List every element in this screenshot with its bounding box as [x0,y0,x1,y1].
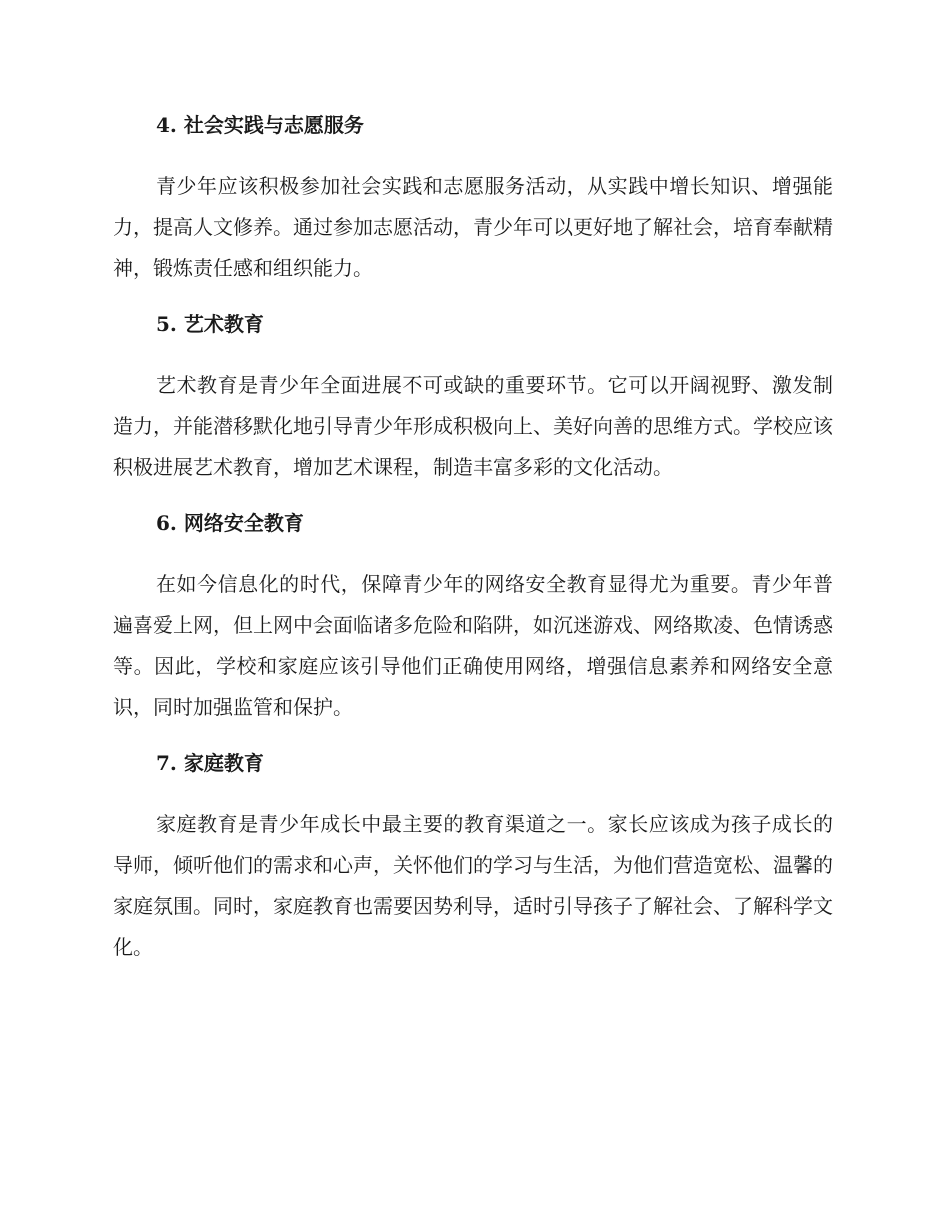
section-paragraph: 在如今信息化的时代，保障青少年的网络安全教育显得尤为重要。青少年普遍喜爱上网，但上网中会面临诸多危险和陷阱，如沉迷游戏、网络欺凌、色情诱惑等。因此，学校和家庭应该引导他们正确使用网络，增强信息素养和网络安全意识，同时加强监管和保护。 [113,572,833,719]
document-content [113,110,833,988]
section-heading: 7. 家庭教育 [156,751,264,775]
section-heading: 5. 艺术教育 [156,312,264,336]
section-heading: 6. 网络安全教育 [156,511,304,535]
section-paragraph: 青少年应该积极参加社会实践和志愿服务活动，从实践中增长知识、增强能力，提高人文修养。通过参加志愿活动，青少年可以更好地了解社会，培育奉献精神，锻炼责任感和组织能力。 [113,174,833,280]
section-heading: 4. 社会实践与志愿服务 [156,113,364,137]
section-paragraph: 艺术教育是青少年全面进展不可或缺的重要环节。它可以开阔视野、激发制造力，并能潜移默化地引导青少年形成积极向上、美好向善的思维方式。学校应该积极进展艺术教育，增加艺术课程，制造丰富多彩的文化活动。 [113,373,833,479]
section-paragraph: 家庭教育是青少年成长中最主要的教育渠道之一。家长应该成为孩子成长的导师，倾听他们的需求和心声，关怀他们的学习与生活，为他们营造宽松、温馨的家庭氛围。同时，家庭教育也需要因势利导，适时引导孩子了解社会、了解科学文化。 [113,812,833,959]
section-family-education [113,748,833,968]
section-social-practice [113,110,833,289]
section-art-education [113,309,833,488]
section-network-safety [113,508,833,728]
